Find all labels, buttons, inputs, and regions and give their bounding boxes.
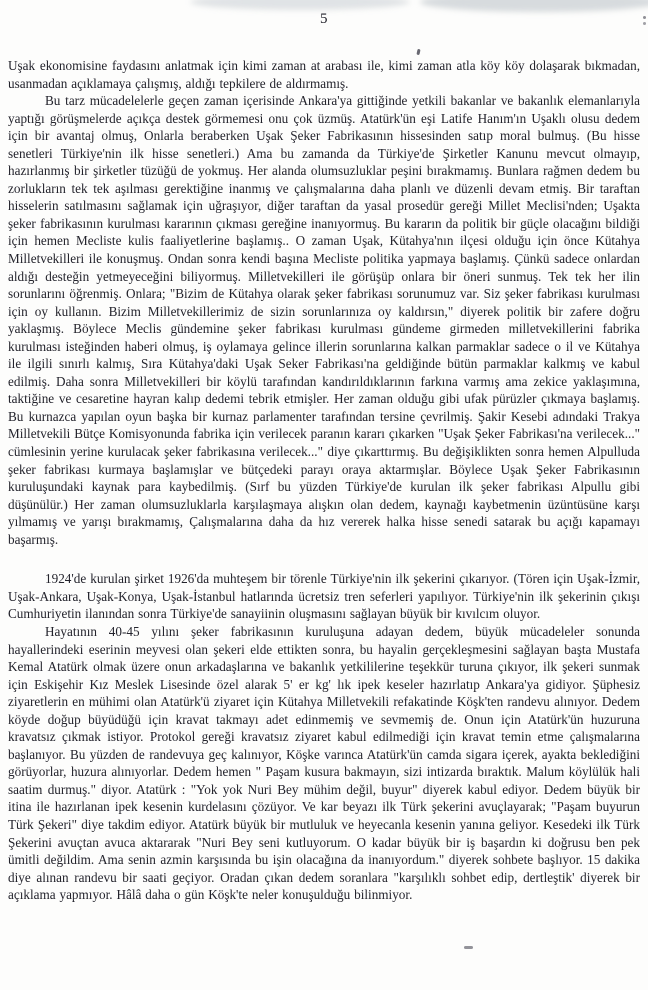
scan-artifact (643, 16, 646, 19)
page-number: 5 (320, 11, 328, 27)
document-body (8, 57, 640, 904)
scan-artifact (416, 49, 420, 55)
paragraph: Uşak ekonomisine faydasını anlatmak için kimi zaman at arabası ile, kimi zaman atla köy köy dolaşarak bıkmadan, usanmadan açıklamaya çalışmış, aldığı tepkilere de aldırmamış. (8, 58, 640, 91)
paragraph: Hayatının 40-45 yılını şeker fabrikasının kuruluşuna adayan dedem, büyük mücadeleler sonunda hayallerindeki eserinin meyvesi olan şekeri elde ettikten sonra, bu hayalin gerçekleşmesini sağlayan başta Mustafa Kemal Atatürk olmak üzere onun arkadaşlarına ve bakanlık yetkililerine teşekkür turuna çıkıyor, ilk şekeri sunmak için Eskişehir Kız Meslek Lisesinde özel alarak 5' er kg' lık ipek keseler hazırlatıp Ankara'ya gidiyor. Şüphesiz ziyaretlerin en mühimi olan Atatürk'ü ziyaret için Kütahya Milletvekili refakatinde Köşk'ten randevu alınıyor. Dedem köyde doğup büyüdüğü için kravat takmayı adet edinmemiş ve sevmemiş de. Onun için Atatürk'ün huzuruna kravatsız çıkmak istiyor. Protokol gereği kravatsız ziyaret kabul edilmediği için kravat temin etme çalışmalarına başlanıyor. Bu yüzden de randevuya geç kalınıyor, Köşke varınca Atatürk'ün camda sigara içerek, ayakta beklediğini görüyorlar, huzura alınıyorlar. Dedem hemen " Paşam kusura bakmayın, sizi intizarda bıraktık. Malum köylülük hali saatim durmuş." diyor. Atatürk : "Yok yok Nuri Bey mühim değil, buyur" diyerek kabul ediyor. Dedem büyük bir itina ile hazırlanan ipek kesenin kurdelasını çözüyor. Ve kar beyazı ilk Türk şekerini avuçlayarak; "Paşam buyurun Türk Şekeri" diye takdim ediyor. Atatürk büyük bir mutluluk ve heyecanla kesenin yanına geliyor. Kesedeki ilk Türk Şekerini avuçtan avuca aktararak "Nuri Bey seni kutluyorum. O kadar büyük bir iş başardın ki doğrusu ben pek ümitli değildim. Ama senin azmin karşısında bu işin olacağına da inanıyordum." diyerek sohbete başlıyor. 15 dakika diye alınan randevu bir saati geçiyor. Oradan çıkan dedem soranlara "karşılıklı sohbet edip, dertleştik' diyerek bir açıklama yapmıyor. Hâlâ daha o gün Köşk'te neler konuşulduğu bilinmiyor. (8, 623, 640, 903)
paragraph: 1924'de kurulan şirket 1926'da muhteşem bir törenle Türkiye'nin ilk şekerini çıkarıyor. (Tören için Uşak-İzmir, Uşak-Ankara, Uşak-Konya, Uşak-İstanbul hatlarında ücretsiz tren seferleri yapılıyor. Türkiye'nin ilk şekerinin çıkışı Cumhuriyetin ilanından sonra Türkiye'de sanayiinin oluşmasını sağlayan büyük bir kıvılcım oluyor. (8, 571, 640, 622)
scan-artifact (464, 946, 473, 949)
paragraph: Bu tarz mücadelelerle geçen zaman içerisinde Ankara'ya gittiğinde yetkili bakanlar ve bakanlık elemanlarıyla yaptığı görüşmelerde açıkça destek görmemesi onu çok üzmüş. Atatürk'ün eşi Latife Hanım'ın Uşaklı olusu dedem için bir avantaj olmuş, Onlarla beraberken Uşak Şeker Fabrikasının hissesinden satıp moral bulmuş. (Bu hisse senetleri Türkiye'nin ilk hisse senetleri.) Ama bu zamanda da Türkiye'de Şirketler Kanunu mevcut olmayıp, hazırlanmış bir şirketler tüzüğü de yokmuş. Her alanda olumsuzluklar peşini bırakmamış. Bunlara rağmen dedem bu zorlukların tek tek aşılması gerektiğine inanmış ve çalışmalarına daha planlı ve düzenli devam etmiş. Bir taraftan hisselerin satılmasını sağlamak için uğraşıyor, diğer taraftan da yasal prosedür gereği Millet Meclisi'nden; Uşakta şeker fabrikasının kurulması kararının çıkması gereğine inanıyormuş. Bu kararın da politik bir güçle olacağını bildiği için hemen Mecliste kulis faaliyetlerine başlamış.. O zaman Uşak, Kütahya'nın ilçesi olduğu için önce Kütahya Milletvekilleri ile konuşmuş. Ondan sonra kendi başına Mecliste politika yapmaya başlamış. Çünkü sadece onlardan aldığı desteğin yetmeyeceğini biliyormuş. Milletvekilleri ile görüşüp onlara bir öneri sunmuş. Tek tek her ilin sorunlarını öğrenmiş. Onlara; "Bizim de Kütahya olarak şeker fabrikası sorunumuz var. Siz şeker fabrikası kurulması için oy kullanın. Bizim Milletvekillerimiz de sizin sorunlarınıza oy kaldırsın," diyerek politik bir zafere doğru yaklaşmış. Böylece Meclis gündemine şeker fabrikası kurulması gündeme girmeden milletvekillerini fabrika kurulması isteğinden haberi olmuş, iş oylamaya gelince illerin sorunlarına kalkan parmaklar sadece o il ve Kütahya ile ilgili sınırlı kalmış, Sıra Kütahya'daki Uşak Seker Fabrikası'na geldiğinde bütün parmaklar kalkmış ve kabul edilmiş. Daha sonra Milletvekilleri bir köylü tarafından kandırıldıklarının farkına varmış ama zekice yaklaşımına, taktiğine ve cesaretine hayran kalıp dedemi tebrik etmişler. Her zaman olduğu gibi ufak pürüzler çıkmaya başlamış. Bu kurnazca yapılan oyun başka bir kurnaz parlamenter tarafından tersine çevrilmiş. Şakir Kesebi adındaki Trakya Milletvekili Bütçe Komisyonunda fabrika için verilecek paranın kararı çıkarken "Uşak Şeker Fabrikası'na verilecek..." cümlesinin yerine kurulacak şeker fabrikasına verilecek..." diye çıkarttırmış. Bu değişiklikten sonra hemen Alpulluda şeker fabrikası kurmaya başlamışlar ve bütçedeki parayı oraya aktarmışlar. Böylece Uşak Şeker Fabrikasının kuruluşundaki kaynak para kaybedilmiş. (Sırf bu yüzden Türkiye'de kurulan ilk şeker fabrikası Alpullu gibi düşünülür.) Her zaman olumsuzluklarla karşılaşmaya alışkın olan dedem, kaynağı kaybetmenin üzüntüsüne karşı yılmamış ve yarışı bırakmamış, Çalışmalarına daha da hız vererek halka hisse senedi satarak bu açığı kapamayı başarmış. (8, 93, 640, 547)
